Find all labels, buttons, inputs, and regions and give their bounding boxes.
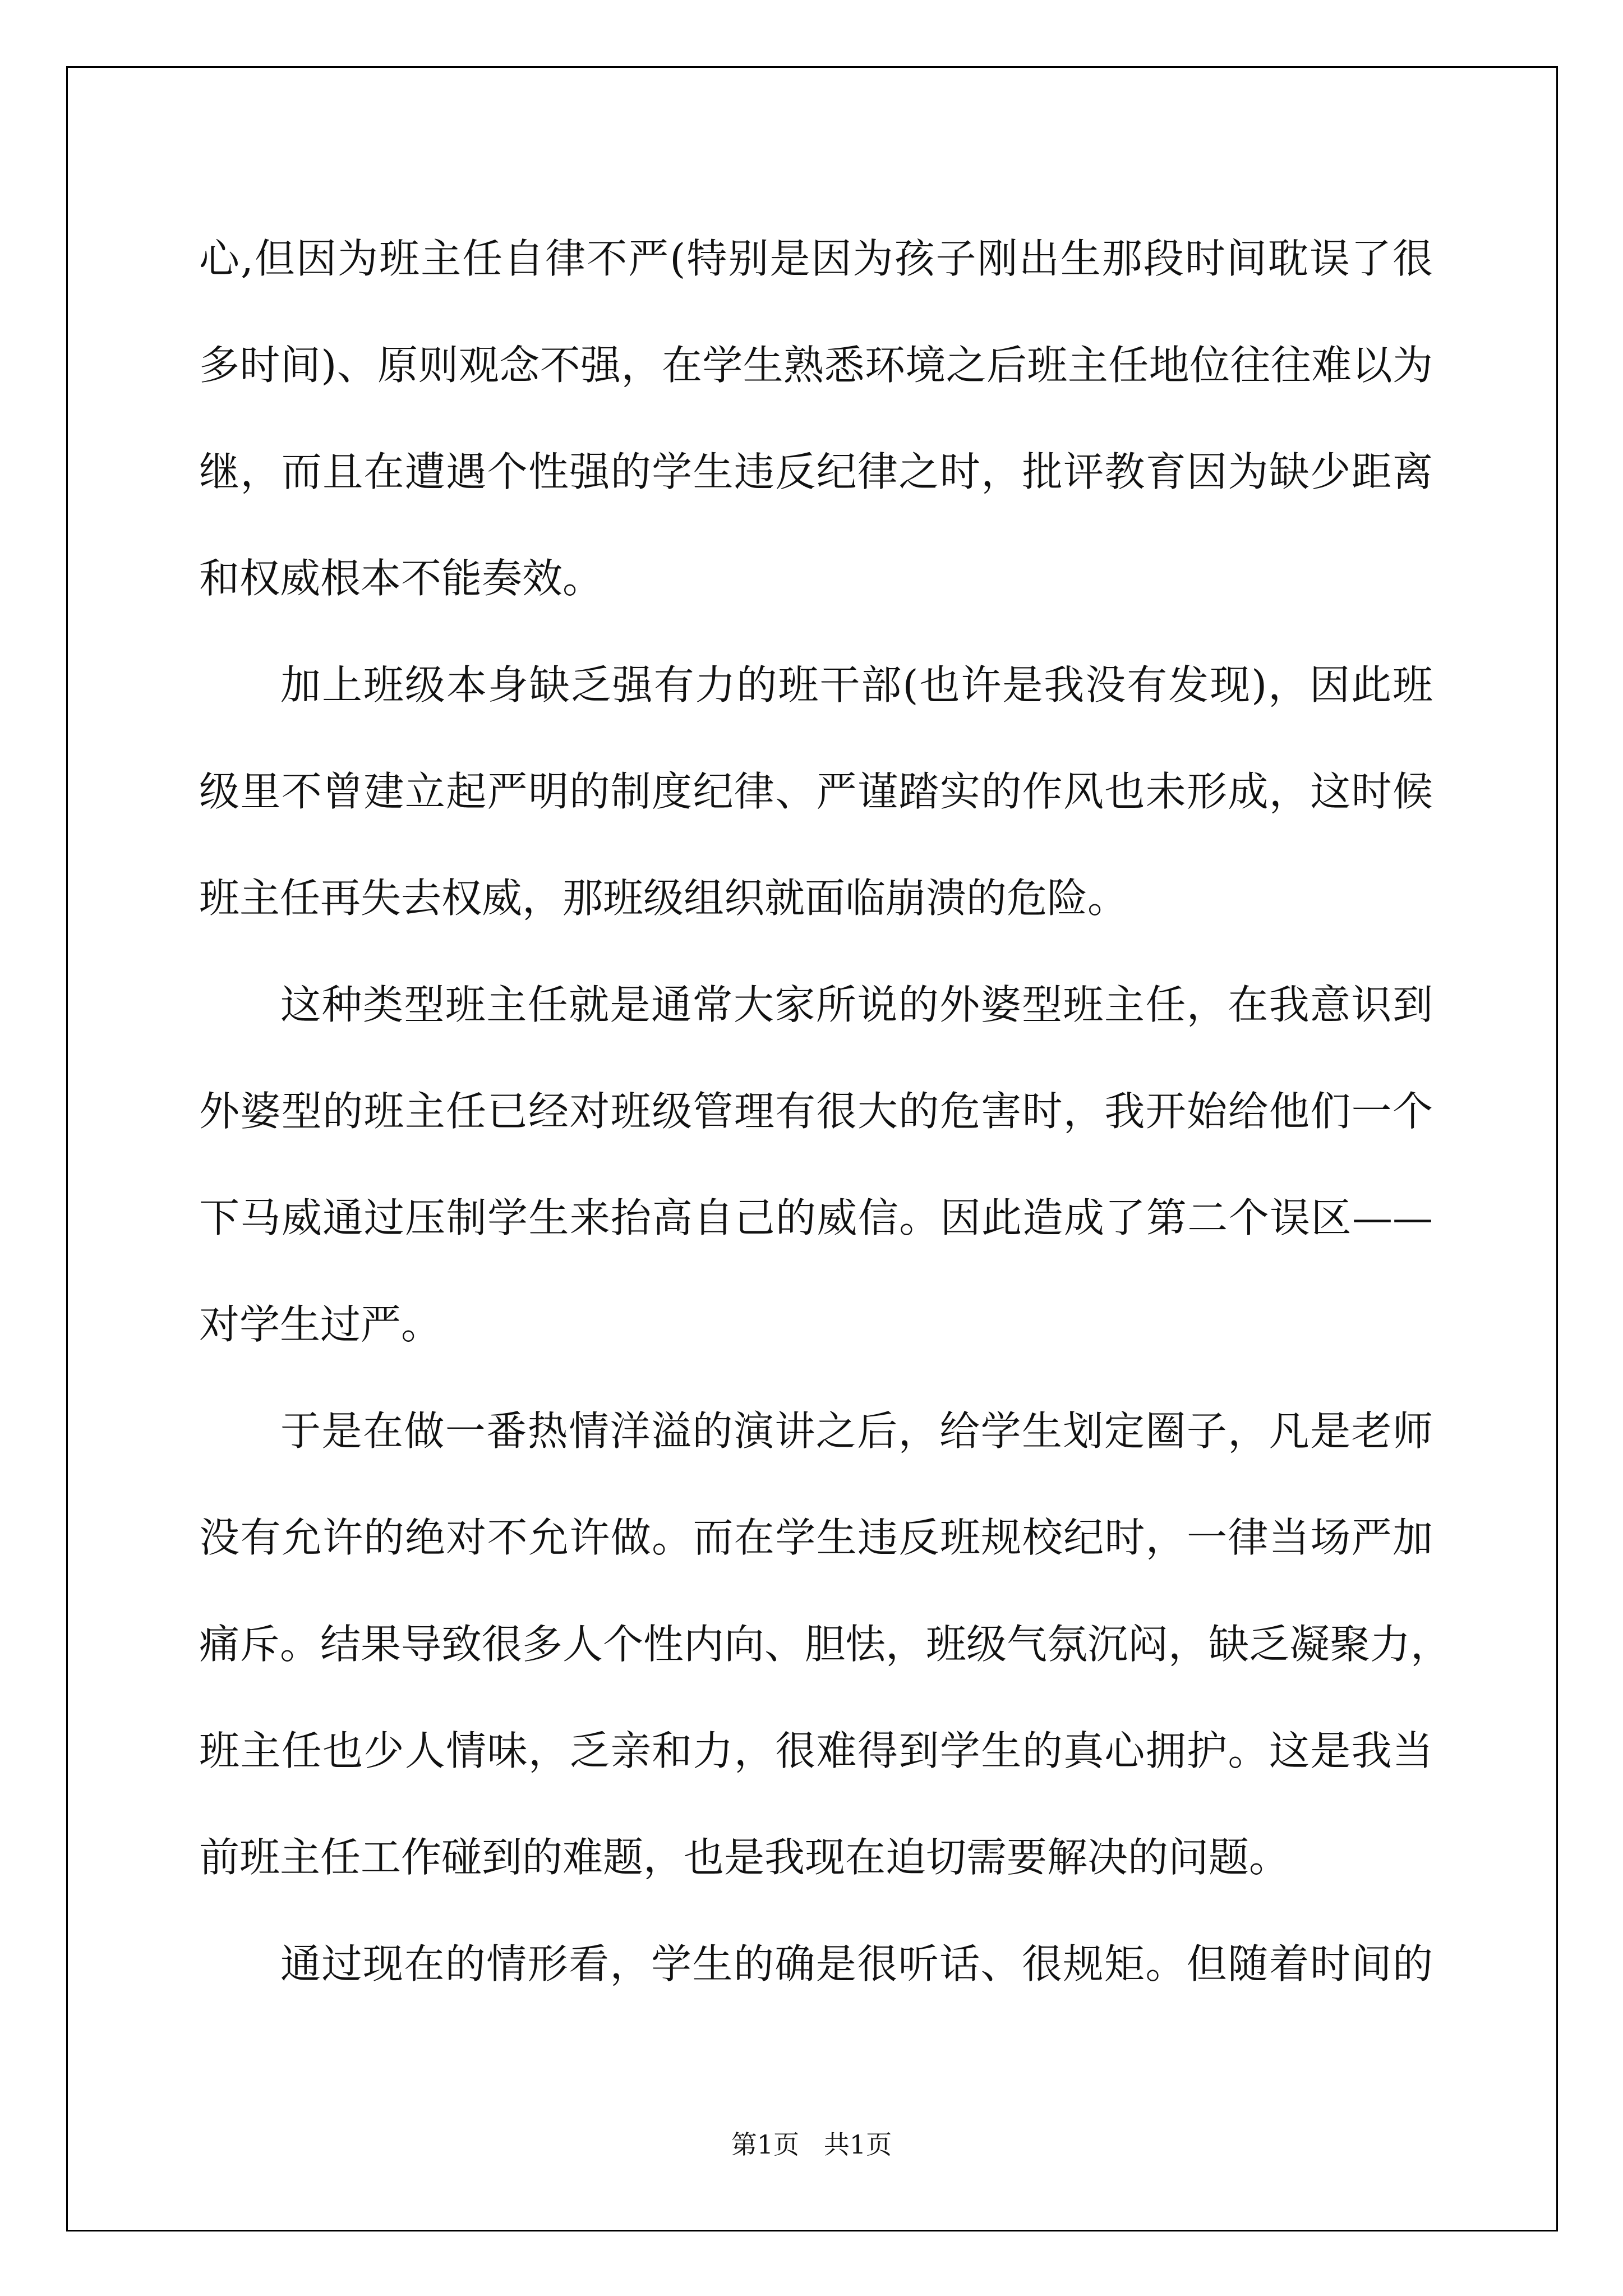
paragraph-2-line-3: 班主任再失去权威，那班级组织就面临崩溃的危险。 xyxy=(199,875,1128,922)
page-footer: 第1页 共1页 xyxy=(731,2129,892,2160)
paragraph-3-line-2: 外婆型的班主任已经对班级管理有很大的危害时，我开始给他们一个 xyxy=(199,1088,1433,1135)
paragraph-4-line-1: 于是在做一番热情洋溢的演讲之后，给学生划定圈子，凡是老师 xyxy=(280,1407,1433,1455)
paragraph-4-line-3: 痛斥。结果导致很多人个性内向、胆怯，班级气氛沉闷，缺乏凝聚力， xyxy=(199,1621,1451,1668)
paragraph-1-line-2: 多时间)、原则观念不强，在学生熟悉环境之后班主任地位往往难以为 xyxy=(199,342,1433,389)
paragraph-1-line-4: 和权威根本不能奏效。 xyxy=(199,555,603,602)
paragraph-3-line-3: 下马威通过压制学生来抬高自己的威信。因此造成了第二个误区—— xyxy=(199,1194,1433,1241)
paragraph-4-line-5: 前班主任工作碰到的难题，也是我现在迫切需要解决的问题。 xyxy=(199,1834,1290,1881)
paragraph-4-line-2: 没有允许的绝对不允许做。而在学生违反班规校纪时，一律当场严加 xyxy=(199,1514,1433,1561)
paragraph-4-line-4: 班主任也少人情味，乏亲和力，很难得到学生的真心拥护。这是我当 xyxy=(199,1727,1433,1774)
paragraph-2-line-1: 加上班级本身缺乏强有力的班干部(也许是我没有发现)，因此班 xyxy=(280,661,1433,708)
paragraph-3-line-1: 这种类型班主任就是通常大家所说的外婆型班主任，在我意识到 xyxy=(280,981,1433,1028)
paragraph-2-line-2: 级里不曾建立起严明的制度纪律、严谨踏实的作风也未形成，这时候 xyxy=(199,768,1433,815)
paragraph-5-line-1: 通过现在的情形看，学生的确是很听话、很规矩。但随着时间的 xyxy=(280,1940,1433,1987)
paragraph-1-line-1: 心,但因为班主任自律不严(特别是因为孩子刚出生那段时间耽误了很 xyxy=(199,235,1433,282)
paragraph-1-line-3: 继，而且在遭遇个性强的学生违反纪律之时，批评教育因为缺少距离 xyxy=(199,448,1433,495)
paragraph-3-line-4: 对学生过严。 xyxy=(199,1301,442,1348)
